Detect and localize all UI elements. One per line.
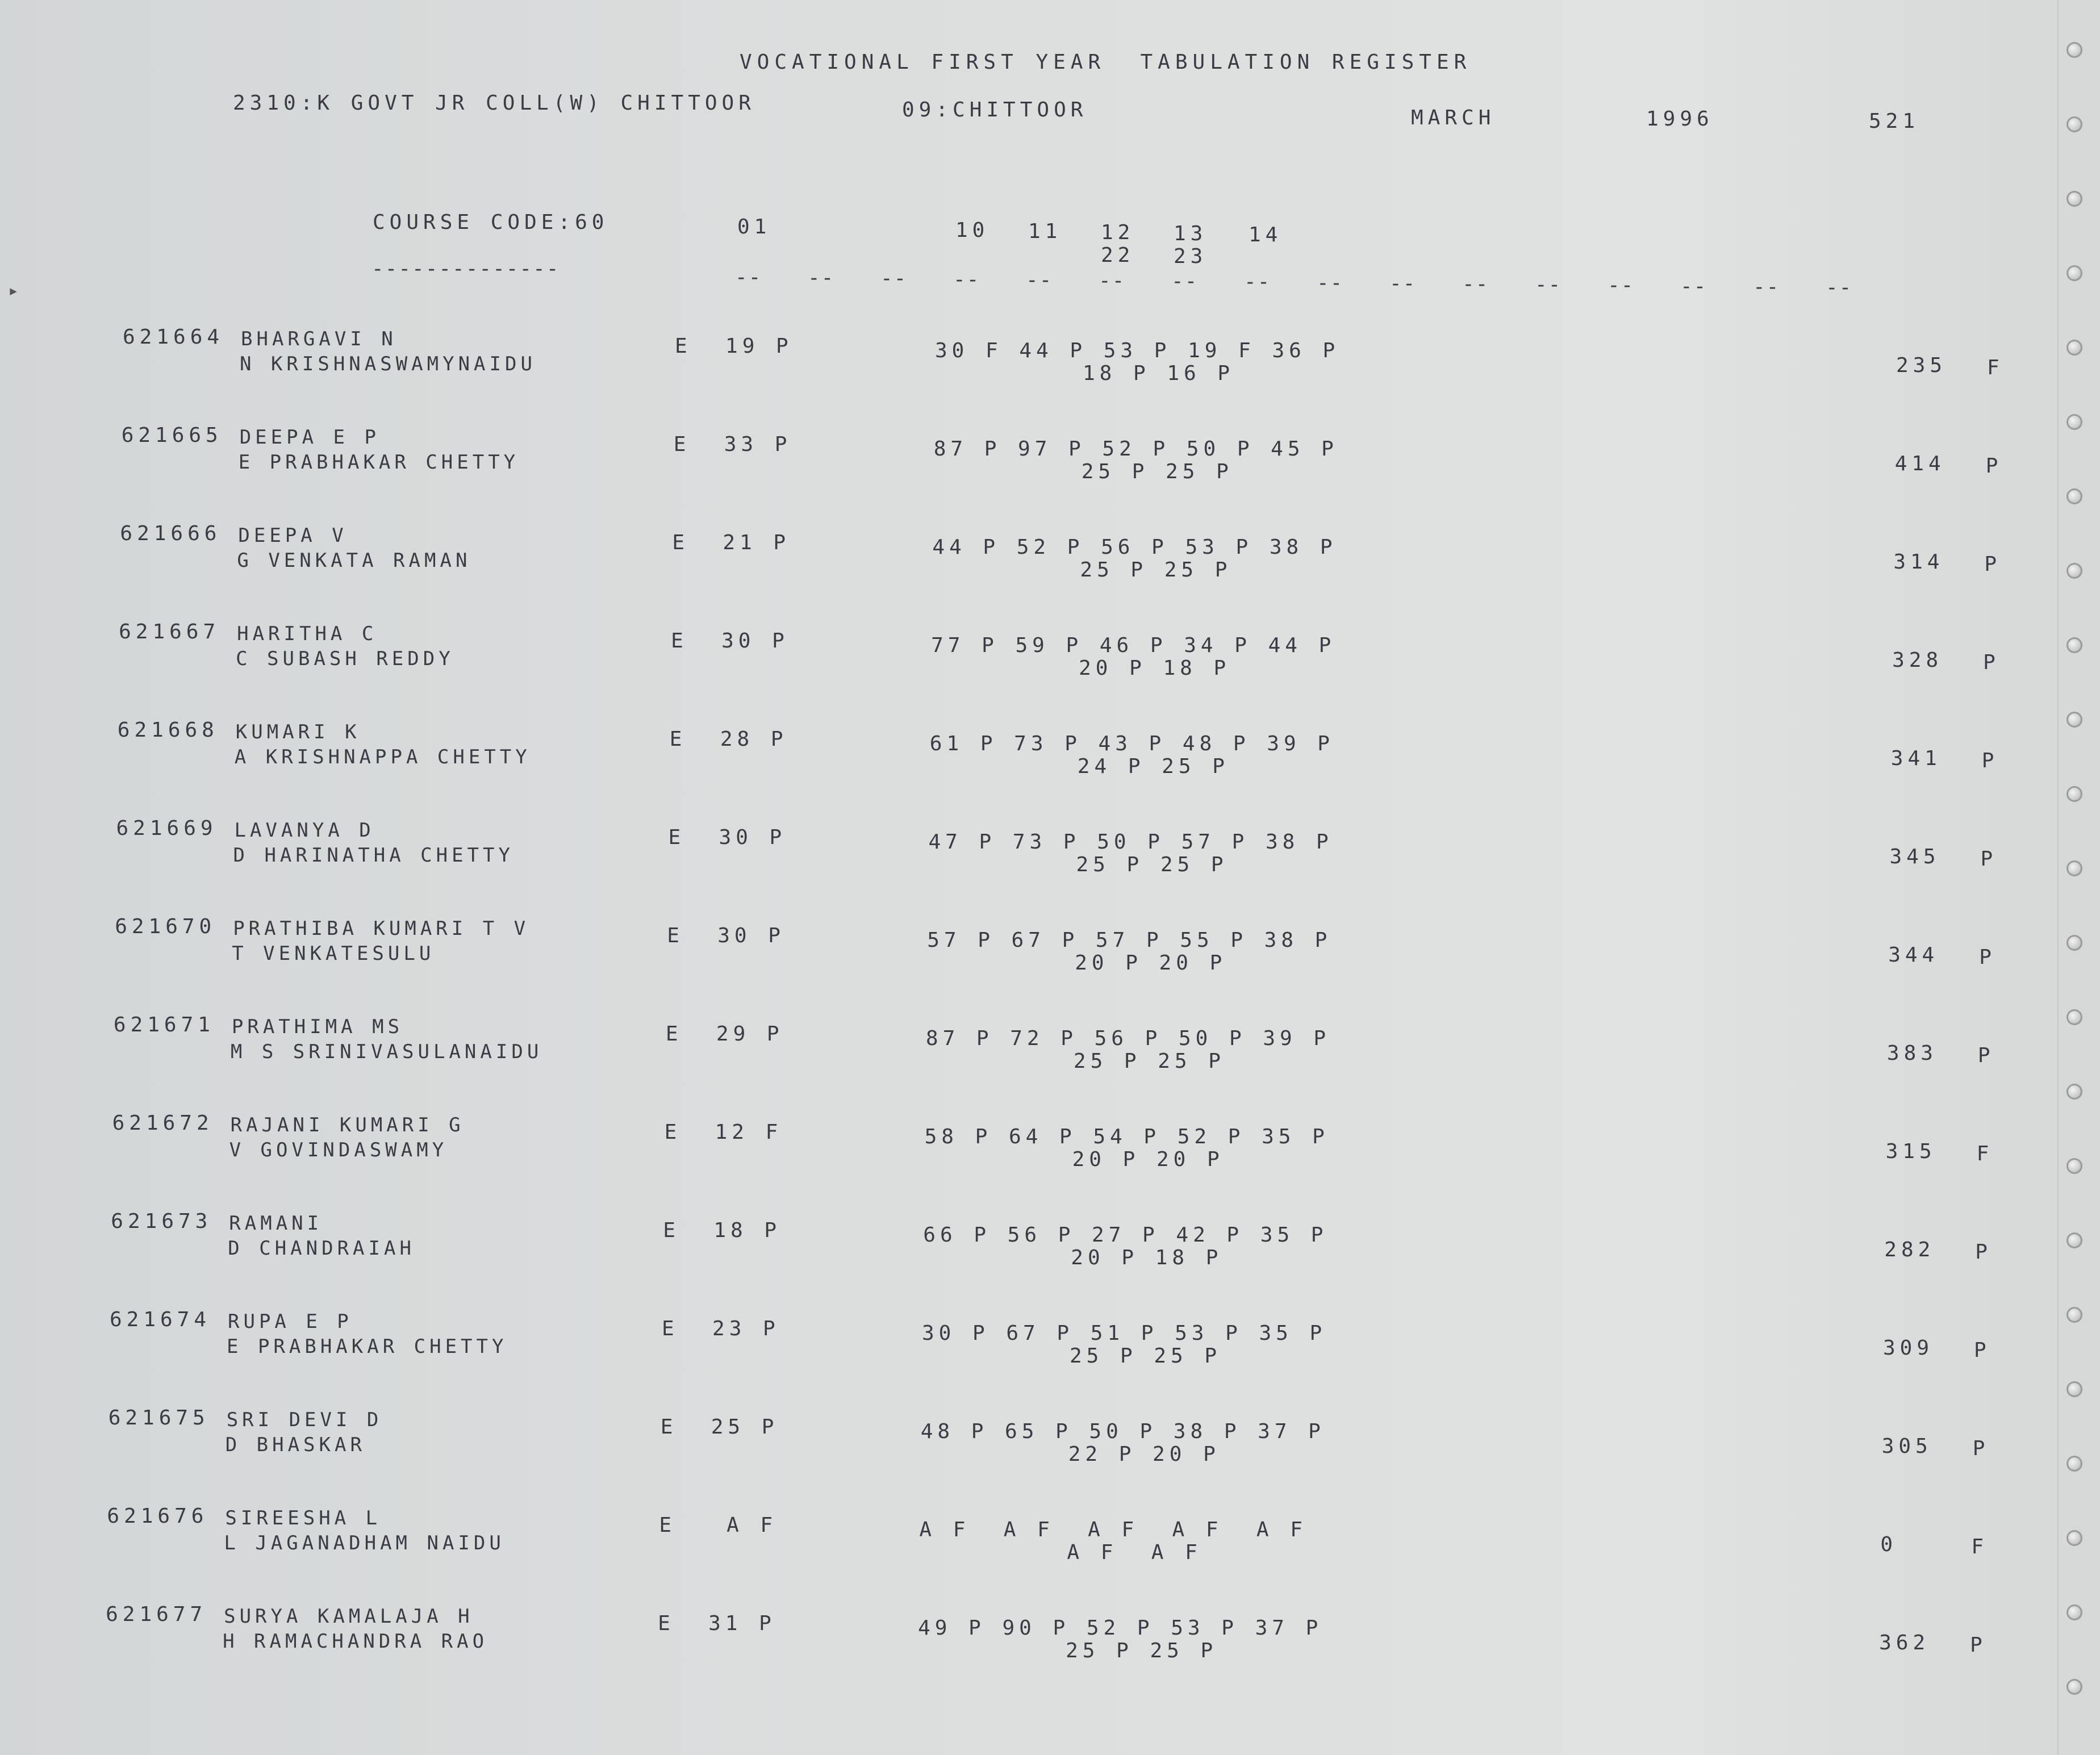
result-status: P xyxy=(1979,946,1996,969)
subject-marks: 47 P 73 P 50 P 57 P 38 P xyxy=(928,830,1333,854)
column-dash: -- xyxy=(1826,276,1853,299)
total-marks: 235 xyxy=(1896,354,1947,377)
father-name: A KRISHNAPPA CHETTY xyxy=(234,746,531,768)
subject-marks-extra: 25 P 25 P xyxy=(1073,1050,1225,1073)
student-name: BHARGAVI N xyxy=(241,328,397,350)
page-edge-line xyxy=(2057,0,2059,1755)
col-header-12: 12 xyxy=(1101,221,1135,244)
binder-hole-icon xyxy=(2066,265,2082,281)
father-name: D HARINATHA CHETTY xyxy=(233,844,514,867)
subject-marks: 44 P 52 P 56 P 53 P 38 P xyxy=(932,536,1337,559)
english-marks: E 12 F xyxy=(664,1121,783,1144)
total-marks: 414 xyxy=(1894,452,1945,475)
subject-marks: 49 P 90 P 52 P 53 P 37 P xyxy=(918,1616,1323,1640)
col-header-23: 23 xyxy=(1174,245,1208,268)
father-name: L JAGANADHAM NAIDU xyxy=(224,1532,505,1555)
subject-marks-extra: 20 P 18 P xyxy=(1071,1246,1223,1269)
total-marks: 328 xyxy=(1892,649,1943,672)
student-name: DEEPA V xyxy=(238,524,348,547)
binder-hole-icon xyxy=(2066,712,2082,728)
column-dash: -- xyxy=(1753,275,1780,299)
roll-number: 621669 xyxy=(116,817,218,840)
father-name: G VENKATA RAMAN xyxy=(237,549,471,572)
roll-number: 621672 xyxy=(112,1112,214,1135)
binder-hole-icon xyxy=(2066,1679,2082,1695)
column-dash: -- xyxy=(1026,268,1053,292)
subject-marks: 87 P 72 P 56 P 50 P 39 P xyxy=(925,1027,1331,1050)
total-marks: 282 xyxy=(1884,1238,1935,1261)
result-status: P xyxy=(1974,1339,1991,1362)
roll-number: 621673 xyxy=(111,1210,212,1233)
roll-number: 621676 xyxy=(107,1505,208,1528)
binder-hole-icon xyxy=(2066,191,2082,207)
result-status: F xyxy=(1987,356,2004,379)
roll-number: 621664 xyxy=(123,325,224,349)
binder-holes xyxy=(2066,0,2100,1755)
column-dash: -- xyxy=(953,268,980,291)
student-name: HARITHA C xyxy=(237,622,378,645)
register-title: VOCATIONAL FIRST YEAR TABULATION REGISTER xyxy=(740,51,1472,74)
english-marks: E 21 P xyxy=(672,531,791,554)
exam-year: 1996 xyxy=(1646,107,1714,131)
roll-number: 621667 xyxy=(119,620,220,644)
roll-number: 621677 xyxy=(106,1603,207,1626)
student-name: SRI DEVI D xyxy=(226,1409,383,1431)
subject-marks-extra: 22 P 20 P xyxy=(1068,1443,1220,1466)
column-dash: -- xyxy=(1389,271,1417,295)
subject-marks: 58 P 64 P 54 P 52 P 35 P xyxy=(924,1125,1329,1148)
subject-marks-extra: 20 P 18 P xyxy=(1079,657,1231,680)
english-marks: E 23 P xyxy=(662,1317,780,1340)
result-status: P xyxy=(1970,1633,1987,1657)
father-name: E PRABHAKAR CHETTY xyxy=(227,1335,508,1358)
roll-number: 621671 xyxy=(113,1013,215,1037)
result-status: F xyxy=(1971,1535,1989,1558)
binder-hole-icon xyxy=(2066,1158,2082,1174)
course-code: COURSE CODE:60 xyxy=(373,211,609,234)
subject-marks: 66 P 56 P 27 P 42 P 35 P xyxy=(923,1223,1328,1247)
column-dash: -- xyxy=(1680,274,1707,298)
roll-number: 621665 xyxy=(121,424,223,447)
column-dash: -- xyxy=(880,267,908,291)
binder-hole-icon xyxy=(2066,340,2082,356)
subject-marks-extra: 24 P 25 P xyxy=(1077,755,1229,778)
binder-hole-icon xyxy=(2066,1084,2082,1100)
column-dash: -- xyxy=(1535,273,1562,297)
total-marks: 0 xyxy=(1880,1533,1898,1556)
english-marks: E 18 P xyxy=(663,1219,782,1242)
student-name: LAVANYA D xyxy=(234,819,375,842)
student-name: PRATHIMA MS xyxy=(231,1016,404,1038)
column-dash: -- xyxy=(735,266,762,289)
binder-hole-icon xyxy=(2066,1604,2082,1620)
student-name: SURYA KAMALAJA H xyxy=(224,1605,474,1628)
col-header-10: 10 xyxy=(955,219,990,242)
total-marks: 315 xyxy=(1885,1140,1936,1163)
result-status: P xyxy=(1975,1240,1992,1264)
result-status: P xyxy=(1985,454,2003,478)
subject-marks-extra: 25 P 25 P xyxy=(1066,1639,1218,1662)
father-name: T VENKATESULU xyxy=(232,942,435,965)
total-marks: 383 xyxy=(1886,1042,1938,1065)
column-dash: -- xyxy=(1244,270,1271,294)
course-code-underline: -------------- xyxy=(371,257,560,281)
roll-number: 621675 xyxy=(108,1406,210,1430)
binder-hole-icon xyxy=(2066,1530,2082,1546)
arrow-marker-icon: ▸ xyxy=(8,279,19,301)
student-name: SIREESHA L xyxy=(225,1507,382,1530)
total-marks: 362 xyxy=(1879,1631,1930,1654)
student-name: RUPA E P xyxy=(228,1310,353,1333)
col-header-13: 13 xyxy=(1174,222,1208,245)
roll-number: 621668 xyxy=(117,718,219,742)
subject-marks: 57 P 67 P 57 P 55 P 38 P xyxy=(927,929,1332,952)
father-name: H RAMACHANDRA RAO xyxy=(223,1630,489,1653)
column-dash: -- xyxy=(1099,269,1126,292)
binder-hole-icon xyxy=(2066,414,2082,430)
total-marks: 345 xyxy=(1889,845,1940,868)
english-marks: E 29 P xyxy=(665,1022,784,1046)
binder-hole-icon xyxy=(2066,860,2082,876)
english-marks: E 30 P xyxy=(668,826,787,849)
result-status: P xyxy=(1983,651,2000,674)
result-status: P xyxy=(1972,1437,1990,1460)
subject-marks: 30 F 44 P 53 P 19 F 36 P xyxy=(935,339,1340,362)
english-marks: E 25 P xyxy=(660,1415,779,1439)
english-marks: E A F xyxy=(659,1514,778,1537)
col-header-11: 11 xyxy=(1028,220,1062,243)
father-name: C SUBASH REDDY xyxy=(236,647,454,670)
binder-hole-icon xyxy=(2066,637,2082,653)
student-name: KUMARI K xyxy=(235,721,361,743)
college-name: 2310:K GOVT JR COLL(W) CHITTOOR xyxy=(233,91,755,115)
binder-hole-icon xyxy=(2066,1307,2082,1323)
subject-marks-extra: 25 P 25 P xyxy=(1080,558,1232,582)
subject-marks: 48 P 65 P 50 P 38 P 37 P xyxy=(920,1420,1325,1443)
binder-hole-icon xyxy=(2066,488,2082,504)
subject-marks: 77 P 59 P 46 P 34 P 44 P xyxy=(931,634,1336,657)
subject-marks-extra: 20 P 20 P xyxy=(1075,951,1227,975)
father-name: D CHANDRAIAH xyxy=(228,1237,415,1260)
father-name: N KRISHNASWAMYNAIDU xyxy=(240,353,536,375)
english-marks: E 19 P xyxy=(675,335,793,358)
student-name: PRATHIBA KUMARI T V xyxy=(233,917,530,940)
binder-hole-icon xyxy=(2066,563,2082,579)
binder-hole-icon xyxy=(2066,935,2082,951)
column-dash: -- xyxy=(1608,274,1635,298)
district-name: 09:CHITTOOR xyxy=(902,98,1088,122)
subject-marks: 30 P 67 P 51 P 53 P 35 P xyxy=(922,1322,1327,1345)
total-marks: 314 xyxy=(1893,550,1944,574)
page-number: 521 xyxy=(1869,110,1920,133)
subject-marks-extra: A F A F xyxy=(1067,1541,1202,1564)
english-marks: E 31 P xyxy=(658,1612,776,1635)
column-dash: -- xyxy=(1317,271,1344,295)
total-marks: 305 xyxy=(1881,1435,1932,1458)
subject-marks-extra: 25 P 25 P xyxy=(1070,1344,1222,1368)
col-header-14: 14 xyxy=(1249,223,1283,246)
father-name: V GOVINDASWAMY xyxy=(229,1139,448,1161)
result-status: P xyxy=(1984,553,2002,576)
column-dash: -- xyxy=(808,266,835,290)
col-header-01: 01 xyxy=(737,215,771,239)
subject-marks-extra: 25 P 25 P xyxy=(1076,853,1228,876)
result-status: P xyxy=(1981,749,1999,772)
binder-hole-icon xyxy=(2066,1232,2082,1248)
student-name: RAMANI xyxy=(229,1212,323,1235)
father-name: M S SRINIVASULANAIDU xyxy=(230,1041,543,1063)
total-marks: 344 xyxy=(1888,943,1939,967)
english-marks: E 30 P xyxy=(667,924,785,947)
subject-marks-extra: 25 P 25 P xyxy=(1081,460,1233,483)
subject-marks: 61 P 73 P 43 P 48 P 39 P xyxy=(929,732,1334,755)
binder-hole-icon xyxy=(2066,116,2082,132)
subject-marks: 87 P 97 P 52 P 50 P 45 P xyxy=(933,437,1338,461)
english-marks: E 33 P xyxy=(673,433,792,456)
col-header-22: 22 xyxy=(1101,244,1135,267)
result-status: P xyxy=(1980,847,1998,871)
binder-hole-icon xyxy=(2066,786,2082,802)
english-marks: E 30 P xyxy=(671,629,789,653)
exam-month: MARCH xyxy=(1411,106,1496,129)
subject-marks: A F A F A F A F A F xyxy=(919,1518,1307,1541)
total-marks: 309 xyxy=(1883,1336,1934,1360)
roll-number: 621674 xyxy=(110,1308,211,1331)
subject-marks-extra: 20 P 20 P xyxy=(1072,1148,1224,1171)
father-name: E PRABHAKAR CHETTY xyxy=(238,451,520,474)
roll-number: 621666 xyxy=(120,522,222,545)
column-dash: -- xyxy=(1171,270,1199,294)
binder-hole-icon xyxy=(2066,1381,2082,1397)
column-dash: -- xyxy=(1462,273,1489,296)
binder-hole-icon xyxy=(2066,1009,2082,1025)
binder-hole-icon xyxy=(2066,42,2082,58)
result-status: P xyxy=(1977,1044,1995,1067)
english-marks: E 28 P xyxy=(669,728,788,751)
binder-hole-icon xyxy=(2066,1456,2082,1472)
result-status: F xyxy=(1976,1142,1994,1165)
subject-marks-extra: 18 P 16 P xyxy=(1083,362,1235,385)
student-name: RAJANI KUMARI G xyxy=(230,1114,465,1136)
father-name: D BHASKAR xyxy=(225,1434,366,1456)
roll-number: 621670 xyxy=(115,915,216,938)
student-name: DEEPA E P xyxy=(239,426,380,449)
total-marks: 341 xyxy=(1890,747,1942,770)
